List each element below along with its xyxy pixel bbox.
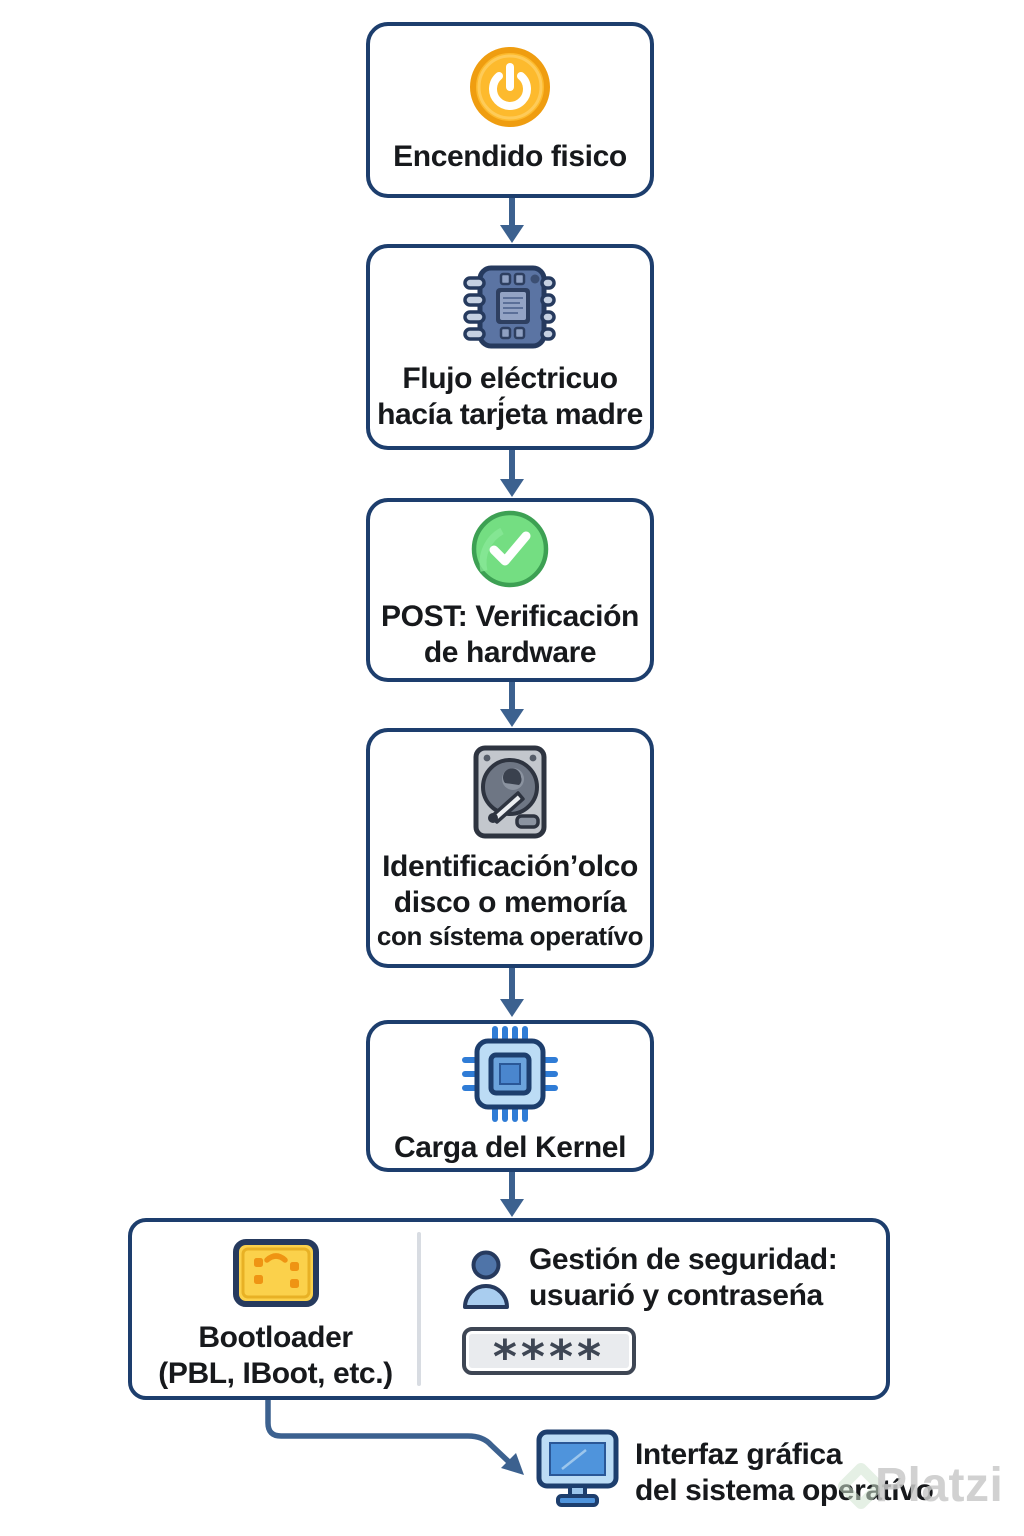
monitor-icon: [534, 1428, 620, 1508]
step-box-kernel-load: [366, 1020, 654, 1172]
bootloader-section: [132, 1222, 419, 1396]
step-label-line2: disco o memoría: [393, 886, 627, 920]
step-box-power-on: [366, 22, 654, 198]
step-box-bootloader-security: [128, 1218, 890, 1400]
security-section: [423, 1222, 886, 1396]
step-box-disk-identification: [366, 728, 654, 968]
step-label-line1: Identificación’olco: [382, 850, 638, 884]
power-icon: [468, 45, 552, 129]
final-label-line2: del sistema operatívo: [635, 1474, 934, 1507]
step-box-post: [366, 498, 654, 682]
platzi-watermark: [843, 1458, 1003, 1513]
step-label-line3: con sístema operatívo: [376, 921, 644, 952]
platzi-watermark-text: Platzi: [875, 1459, 1004, 1512]
step-box-electric-flow: [366, 244, 654, 450]
security-label-line1: Gestión de seguridad:: [529, 1243, 838, 1276]
check-circle-icon: [470, 509, 550, 589]
flow-arrow-down-icon: [499, 968, 525, 1018]
microcontroller-chip-icon: [460, 261, 560, 353]
bios-screen-icon: [232, 1238, 320, 1308]
final-label-line1: Interfaz gráfica: [635, 1438, 842, 1471]
step-label: Encendido fisico: [393, 140, 627, 173]
step-label-line2: de hardware: [423, 636, 597, 669]
step-label: Carga del Kernel: [393, 1131, 627, 1164]
flow-arrow-down-icon: [499, 1172, 525, 1218]
hard-disk-icon: [471, 743, 549, 841]
user-icon: [463, 1250, 509, 1310]
bootloader-label-line2: (PBL, IBoot, etc.): [158, 1357, 393, 1390]
bootloader-label-line1: Bootloader: [198, 1321, 353, 1354]
flow-arrow-down-icon: [499, 682, 525, 728]
step-label-line1: POST: Verificación: [381, 600, 639, 633]
step-label-line2: hacía tarj́eta madre: [377, 398, 643, 431]
flow-arrow-down-icon: [499, 198, 525, 244]
step-label-line1: Flujo eléctricuo: [402, 362, 618, 395]
password-masked-value: ****: [492, 1330, 606, 1384]
section-divider: [417, 1232, 421, 1386]
security-label-line2: usuarió y contraseńa: [529, 1279, 823, 1312]
password-field: [462, 1327, 636, 1384]
cpu-icon: [462, 1026, 558, 1122]
flow-arrow-down-icon: [499, 450, 525, 498]
